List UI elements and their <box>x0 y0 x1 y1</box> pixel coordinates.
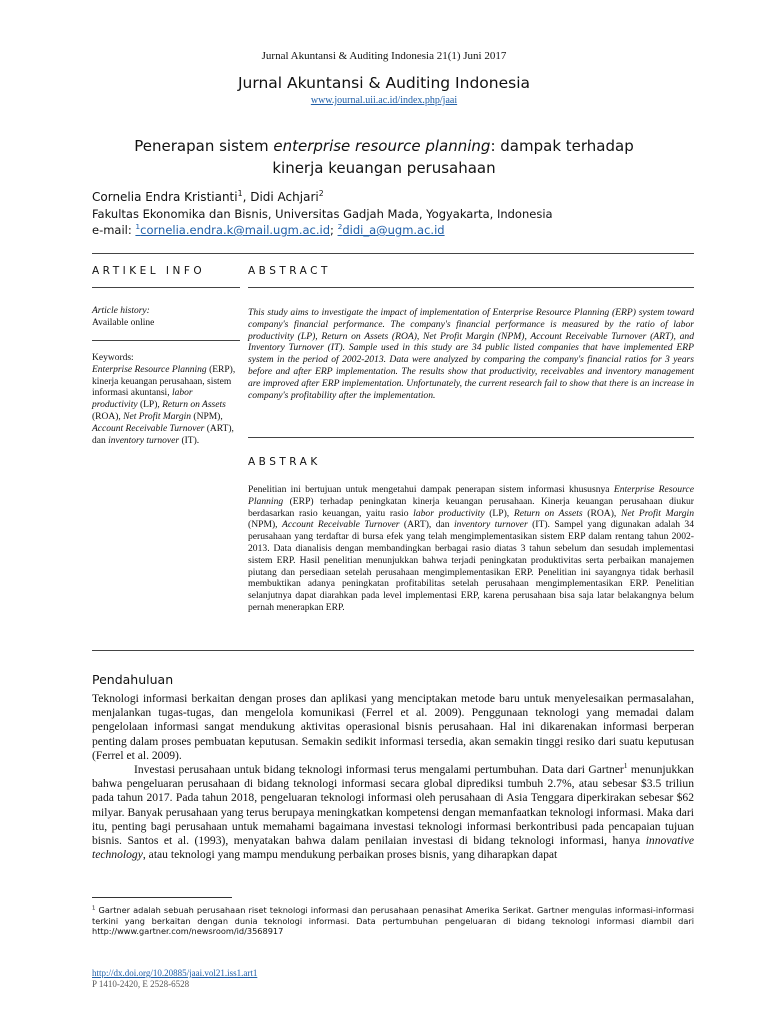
running-head: Jurnal Akuntansi & Auditing Indonesia 21(1) Juni 2017 <box>261 50 507 62</box>
footnote-rule <box>92 897 232 898</box>
text-segment: (ROA), <box>582 507 621 519</box>
divider <box>92 340 240 341</box>
affiliation: Fakultas Ekonomika dan Bisnis, Universitas Gadjah Mada, Yogyakarta, Indonesia <box>92 207 553 221</box>
authors: Cornelia Endra Kristianti$^1$, Didi Achjari$^2$ <box>92 189 324 204</box>
keywords: Keywords: Enterprise Resource Planning (ERP), kinerja keuangan perusahaan, sistem informasi akuntansi, labor productivity (LP), Return on Assets (ROA), Net Profit Margin (NPM), Account Receivable Turnover (ART), dan inventory turnover (IT). <box>92 353 240 447</box>
issn: P 1410-2420, E 2528-6528 <box>92 979 190 989</box>
divider <box>92 650 694 651</box>
italic-term: Enterprise Resource Planning <box>248 484 694 507</box>
article-title: Penerapan sistem enterprise resource planning: dampak terhadap kinerja keuangan perusahaan <box>134 137 634 177</box>
italic-term: Net Profit Margin <box>123 411 192 422</box>
divider <box>248 437 694 438</box>
text-segment: (ERP), kinerja keuangan perusahaan, sistem informasi akuntansi, <box>92 364 236 399</box>
italic-term: inventory turnover <box>108 435 180 446</box>
paragraph: Teknologi informasi berkaitan dengan proses dan aplikasi yang menciptakan metode baru untuk menyelesaikan permasalahan, menjalankan tugas-tugas, dan mengelola komunikasi (Ferrel et al. 2009). Penggunaan teknologi yang memadai dalam pengelolaan informasi sangat mendukung aktivitas operasional bisnis perusahaan. Hal ini dikarenakan informasi berperan penting dalam proses pembuatan keputusan. Semakin sedikit informasi tersedia, akan semakin tinggi resiko dari suatu keputusan (Ferrel et al. 2009). <box>92 692 694 762</box>
author-name: Didi Achjari <box>250 190 319 204</box>
italic-term: inventory turnover <box>454 519 528 531</box>
italic-term: Net Profit Margin <box>620 507 694 519</box>
author-name: Cornelia Endra Kristianti <box>92 190 238 204</box>
italic-term: Return on Assets <box>162 400 226 411</box>
doi-link[interactable]: http://dx.doi.org/10.20885/jaai.vol21.iss1.art1 <box>92 968 258 978</box>
abstract-text: This study aims to investigate the impact of implementation of Enterprise Resource Planning (ERP) system toward company's financial performance. The company's financial performance is measured by the ratio of labor productivity (LP), Return on Assets (ROA), Net Profit Margin (NPM), Account Receivable Turnover (ART), and Inventory Turnover (IT). Sample used in this study are 34 public listed companies that have implemented ERP system in the period of 2002-2013. Data were analyzed by comparing the company's financial ratios for 3 years before and after ERP implementation. The results show that productivity, receivables and inventory management are improved after ERP implementation. Unfortunately, the current research fail to show that there is an increase in company's profitability after the implementation. <box>248 307 694 401</box>
text-segment: Penelitian ini bertujuan untuk mengetahui dampak penerapan sistem informasi khususnya <box>248 484 614 495</box>
text-segment: (IT). Sampel yang digunakan adalah 34 perusahaan yang terdaftar di bursa efek yang telah mengimplementasikan sistem ERP dalam rentang tahun 2002-2013. Data dianalisis dengan membandingkan berbagai rasio diatas 3 tahun sebelum dan sesudah implementasi sistem ERP. Hasil penelitian menunjukkan bahwa terjadi peningkatan produktivitas serta perbaikan manajemen piutang dan persediaan setelah perusahaan mengimplementasikan ERP. Penelitian ini sayangnya tidak berhasil membuktikan adanya peningkatan profitabilitas setelah perusahaan mengimplementasikan ERP. Penelitian selanjutnya dapat diarahkan pada level implementasi ERP, karena perusahaan bisa saja latar belakangnya belum pernah menerapkan ERP. <box>248 519 695 613</box>
text-segment: (LP), <box>137 400 163 411</box>
text-segment: (NPM), <box>248 519 282 531</box>
email-link-1[interactable]: $^1$cornelia.endra.k@mail.ugm.ac.id <box>135 222 331 237</box>
text-segment: (NPM), <box>191 411 223 422</box>
section-heading: Pendahuluan <box>92 672 174 687</box>
italic-term: Account Receivable Turnover <box>282 519 400 531</box>
text-segment: (ART), dan <box>92 423 234 446</box>
abstract-label: ABSTRACT <box>248 265 331 277</box>
abstrak-label: ABSTRAK <box>248 456 321 468</box>
italic-term: Return on Assets <box>513 507 583 519</box>
divider <box>92 253 694 254</box>
text-segment: (ROA), <box>92 411 124 422</box>
italic-term: Account Receivable Turnover <box>92 423 205 434</box>
artikel-info-label: ARTIKEL INFO <box>92 265 206 277</box>
article-history: Article history: Available online <box>92 306 155 328</box>
text-segment: (IT). <box>179 435 200 446</box>
paragraph: Investasi perusahaan untuk bidang teknologi informasi terus mengalami pertumbuhan. Data dari Gartner$^1$ menunjukkan bahwa pengeluaran perusahaan di bidang teknologi informasi secara global diprediksi tumbuh 2.7%, atau sebesar $3.5 triliun pada tahun 2017. Pada tahun 2018, pengeluaran teknologi informasi oleh perusahaan di Asia Tenggara diperkirakan sebesar $62 milyar. Banyak perusahaan yang terus berupaya meningkatkan kompetensi dengan memanfaatkan teknologi informasi. Maka dari itu, penting bagi perusahaan untuk memahami bagaimana investasi teknologi informasi berkontribusi pada pencapaian tujuan bisnis. Santos et al. (1993), menyatakan bahwa dalam penilaian investasi di bidang teknologi informasi, hanya innovative technology, atau teknologi yang mampu mendukung perbaikan proses bisnis, yang diharapkan dapat <box>92 761 694 862</box>
divider <box>92 287 240 288</box>
email-line: e-mail: $^1$cornelia.endra.k@mail.ugm.ac.id; $^2$didi_a@ugm.ac.id <box>92 222 445 237</box>
journal-url-link[interactable]: www.journal.uii.ac.id/index.php/jaai <box>310 95 458 106</box>
keywords-text <box>92 365 240 448</box>
footnote: $^1$ Gartner adalah sebuah perusahaan riset teknologi informasi dan perusahaan penasihat Amerika Serikat. Gartner mengulas informasi-informasi terkini yang berkaitan dengan dunia teknologi informasi. Data pertumbuhan pengeluaran di bidang teknologi informasi diambil dari http://www.gartner.com/newsroom/id/3568917 <box>92 905 694 936</box>
abstrak-text <box>248 484 694 614</box>
text-segment: (ERP) terhadap peningkatan kinerja keuangan perusahaan. Kinerja keuangan perusahaan diukur berdasarkan rasio keuangan, yaitu rasio <box>248 495 694 519</box>
text-segment: (LP), <box>484 507 514 519</box>
body-text <box>92 692 694 862</box>
italic-term: Enterprise Resource Planning <box>92 364 207 375</box>
italic-term: labor productivity <box>413 507 485 519</box>
italic-term: labor productivity <box>92 388 193 411</box>
journal-title: Jurnal Akuntansi & Auditing Indonesia <box>237 74 531 92</box>
text-segment: (ART), dan <box>399 519 454 531</box>
email-link-2[interactable]: $^2$didi_a@ugm.ac.id <box>337 222 445 237</box>
divider <box>248 287 694 288</box>
